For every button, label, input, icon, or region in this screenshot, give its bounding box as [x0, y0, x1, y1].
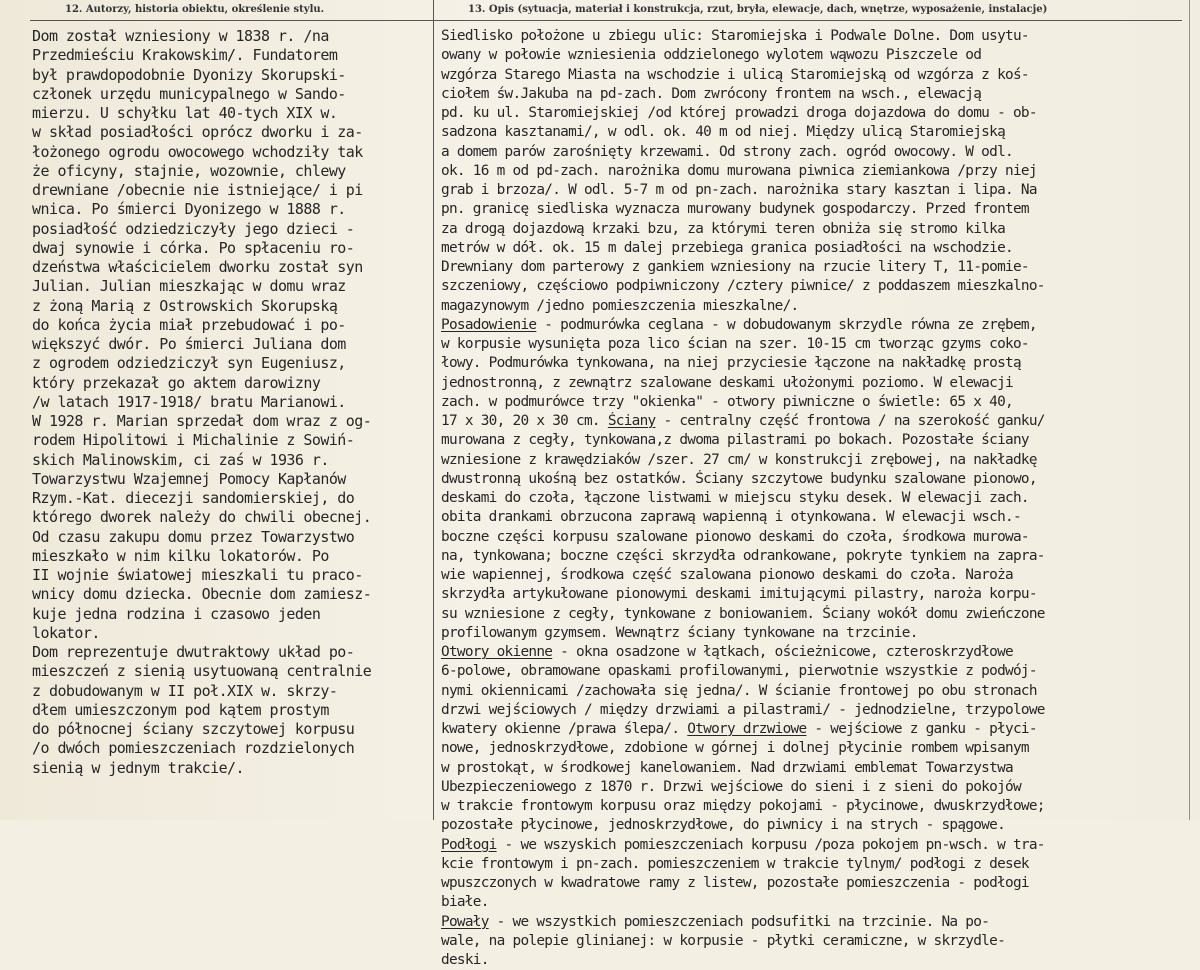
description-text-line	[441, 297, 1197, 316]
description-text-line	[441, 335, 1197, 354]
description-text-line	[441, 528, 1197, 547]
line-text: - centralny część frontowa / na szerokość ganku/	[655, 413, 1045, 429]
line-text: jednostronną, z zewnątrz szalowane deskami ułożonymi poziomo. W elewacji	[441, 374, 1013, 391]
line-text: drzwi wejściowych / między drzwiami a pilastrami/ - jednodzielne, trzypolowe	[441, 701, 1045, 718]
line-text: za drogą dojazdową krzaki bzu, za którymi teren obniża się stromo kilka	[441, 220, 1006, 237]
description-text-line	[441, 104, 1197, 123]
line-text: magazynowym /jedno pomieszczenia mieszkalne/.	[441, 297, 799, 314]
description-text-line	[441, 85, 1197, 104]
line-text: - podmurówka ceglana - w dobudowanym skrzydle równa ze zrębem,	[536, 316, 1037, 333]
section-term: Powały	[441, 913, 489, 930]
line-text: pn. granicę siedliska wyznacza murowany budynek gospodarczy. Przed frontem	[441, 201, 1029, 218]
history-text-line: dłem umieszczonym pod kątem prostym	[32, 700, 329, 719]
line-text: wpuszczonych w kwadratowe ramy z listew, pozostałe pomieszczenia - podłogi	[441, 875, 1029, 891]
line-text: kcie frontowym i pn-zach. pomieszczeniem w trakcie tylnym/ podłogi z desek	[441, 855, 1029, 872]
description-text-line	[441, 316, 1197, 335]
section-term: Otwory okienne	[441, 644, 553, 660]
description-text-line	[441, 451, 1197, 470]
history-text-line: był prawdopodobnie Dyonizy Skorupski-	[32, 65, 346, 84]
line-text: - we wszystkich pomieszczeniach podsufitki na trzcinie. Na po-	[488, 913, 990, 930]
history-text-line: skich Malinowskim, ci zaś w 1936 r.	[32, 450, 329, 469]
line-text: metrów w dół. ok. 15 m dalej przebiega granica posiadłości na wschodzie.	[441, 239, 1013, 256]
history-text-line: drewniane /obecnie nie istniejące/ i pi	[32, 181, 363, 199]
history-text-line: /o dwóch pomieszczeniach rozdzielonych	[32, 739, 355, 758]
history-text-line: Julian. Julian mieszkając w domu wraz	[32, 277, 346, 296]
history-text-line: dwaj synowie i córka. Po spłaceniu ro-	[32, 238, 355, 257]
line-text: boczne części korpusu szalowane pionowo deskami do czoła, środkowa murowa-	[441, 528, 1029, 545]
history-text-line: Od czasu zakupu domu przez Towarzystwo	[32, 527, 355, 546]
description-text-line	[441, 162, 1197, 181]
description-text-line	[441, 855, 1197, 874]
line-text: Ubezpieczeniowego z 1870 r. Drzwi wejściowe do sieni i z sieni do pokojów	[441, 778, 1021, 795]
line-text: w prostokąt, w środkowej kanelowaniem. Nad drzwiami emblemat Towarzystwa	[441, 759, 1013, 776]
line-text: wzniesione z krawędziaków /szer. 27 cm/ w konstrukcji zrębowej, na nakładkę	[441, 451, 1037, 468]
line-text: łowy. Podmurówka tynkowana, na niej przyciesie łączone na nakładkę prostą	[441, 355, 1021, 372]
description-text-line	[441, 932, 1197, 951]
line-text: deski.	[441, 952, 489, 968]
line-text: sadzona kasztanami/, w odl. ok. 40 m od niej. Między ulicą Staromiejską	[441, 124, 1006, 141]
description-text-line	[441, 585, 1197, 604]
line-text: wzgórza Starego Miasta na wschodzie i ulicą Staromiejską od wzgórza z koś-	[441, 66, 1029, 83]
line-text: 17 x 30, 20 x 30 cm.	[441, 413, 608, 429]
history-text-line: /w latach 1917-1918/ bratu Marianowi.	[32, 392, 346, 411]
description-text-line	[441, 431, 1197, 450]
description-text-line	[441, 566, 1197, 585]
description-text-line	[441, 913, 1197, 932]
line-text: obita drankami obrzucona zaprawą wapienną i otynkowana. W elewacji wsch.-	[441, 509, 1021, 526]
description-text-line	[441, 739, 1197, 758]
history-text-line: Przedmieściu Krakowskim/. Fundatorem	[32, 46, 338, 65]
history-text-line: Dom został wzniesiony w 1838 r. /na	[32, 27, 329, 45]
description-text-line	[441, 759, 1197, 778]
line-text: na, tynkowana; boczne części skrzydła odrankowane, pokryte tynkiem na zapra-	[441, 547, 1045, 564]
description-text-line	[441, 605, 1197, 624]
line-text: w korpusie wysunięta poza lico ścian na szer. 10-15 cm tworząc gzyms coko-	[441, 336, 1029, 352]
description-text-line	[441, 816, 1197, 835]
line-text: deskami do czoła, łączone listwami w miejscu styku desek. W elewacji zach.	[441, 490, 1029, 506]
history-text-line: Dom reprezentuje dwutraktowy układ po-	[32, 643, 355, 661]
section-term: Posadowienie	[441, 316, 537, 333]
description-text-line	[441, 258, 1197, 277]
history-text-line: z żoną Marią z Ostrowskich Skorupską	[32, 296, 338, 315]
line-text: w trakcie frontowym korpusu oraz między pokojami - płycinowe, dwuskrzydłowe;	[441, 798, 1045, 814]
description-text-line	[441, 778, 1197, 797]
section-12-heading: 12. Autorzy, historia obiektu, określenie stylu.	[65, 4, 325, 15]
line-text: ciołem św.Jakuba na pd-zach. Dom zwrócony frontem na wsch., elewacją	[441, 85, 982, 102]
history-text-line: w skład posiadłości oprócz dworku i za-	[32, 123, 363, 142]
description-text-line	[441, 27, 1197, 46]
description-text-line	[441, 66, 1197, 85]
description-text-line	[441, 412, 1197, 431]
history-text-line: większyć dwór. Po śmierci Juliana dom	[32, 335, 346, 353]
section-13-heading: 13. Opis (sytuacja, materiał i konstrukcja, rzut, bryła, elewacje, dach, wnętrze, wyposażenie, instalacje)	[468, 4, 1048, 15]
line-text: a domem parów zarośnięty krzewami. Od strony zach. ogród owocowy. W odl.	[441, 143, 1013, 160]
header-rule	[30, 20, 1182, 21]
description-text-line	[441, 277, 1197, 296]
line-text: szczeniowy, częściowo podpiwniczony /cztery piwnice/ z poddaszem mieszkalno-	[441, 278, 1045, 295]
line-text: wale, na polepie glinianej: w korpusie - płytki ceramiczne, w skrzydle-	[441, 932, 1006, 949]
history-text-line: W 1928 r. Marian sprzedał dom wraz z og-	[32, 412, 372, 430]
description-text-line	[441, 874, 1197, 893]
history-text-line: mieszczeń z sienią usytuowaną centralnie	[32, 662, 372, 681]
history-text-line: mieszkało w nim kilku lokatorów. Po	[32, 546, 329, 565]
description-text-line	[441, 951, 1197, 970]
line-text: pozostałe płycinowe, jednoskrzydłowe, do piwnicy i na strych - spągowe.	[441, 817, 1006, 834]
line-text: - wejściowe z ganku - płyci-	[806, 721, 1037, 737]
line-text: owany w połowie wzniesienia oddzielonego wylotem wąwozu Piszczele od	[441, 47, 982, 64]
history-text-line: lokator.	[32, 623, 100, 642]
history-text-line: kuje jedna rodzina i czasowo jeden	[32, 604, 321, 623]
line-text: pd. ku ul. Staromiejskiej /od której prowadzi droga dojazdowa do domu - ob-	[441, 105, 1037, 121]
line-text: Drewniany dom parterowy z gankiem wzniesiony na rzucie litery T, 11-pomie-	[441, 259, 1029, 275]
description-text-line	[441, 200, 1197, 219]
section-term: Ściany	[607, 413, 656, 429]
line-text: su wzniesione z cegły, tynkowane z boniowaniem. Ściany wokół domu zwieńczone	[441, 605, 1045, 622]
history-text-line: rodem Hipolitowi i Michalinie z Sowiń-	[32, 431, 355, 450]
line-text: zach. w podmurówce trzy "okienka" - otwory piwniczne o świetle: 65 x 40,	[441, 393, 1013, 410]
description-text-line	[441, 624, 1197, 643]
history-text-column	[32, 27, 428, 778]
description-text-line	[441, 470, 1197, 489]
description-text-line	[441, 354, 1197, 373]
history-text-line: Towarzystwu Wzajemnej Pomocy Kapłanów	[32, 469, 346, 488]
line-text: ok. 16 m od pd-zach. narożnika domu murowana piwnica ziemiankowa /przy niej	[441, 162, 1037, 179]
history-text-line: sienią w jednym trakcie/.	[32, 758, 245, 777]
line-text: nymi okiennicami /zachowała się jedna/. W ścianie frontowej po obu stronach	[441, 682, 1037, 699]
history-text-line: że oficyny, stajnie, wozownie, chlewy	[32, 161, 346, 180]
description-text-line	[441, 181, 1197, 200]
description-text-line	[441, 46, 1197, 65]
description-text-line	[441, 547, 1197, 566]
line-text: Siedlisko położone u zbiegu ulic: Staromiejska i Podwale Dolne. Dom usytu-	[441, 28, 1029, 44]
description-text-line	[441, 374, 1197, 393]
column-divider	[433, 0, 434, 820]
history-text-line: do północnej ściany szczytowej korpusu	[32, 720, 355, 738]
history-text-line: wnica. Po śmierci Dyonizego w 1888 r.	[32, 200, 346, 219]
description-text-line	[441, 508, 1197, 527]
line-text: - okna osadzone w łątkach, ościeżnicowe, czteroskrzydłowe	[552, 644, 1013, 660]
history-text-line: wnicy domu dziecka. Obecnie dom zamiesz-	[32, 585, 372, 604]
description-text-line	[441, 643, 1197, 662]
description-text-line	[441, 143, 1197, 162]
description-text-line	[441, 720, 1197, 739]
line-text: skrzydła artykułowane pionowymi deskami imitującymi pilastry, naroża korpu-	[441, 586, 1037, 603]
history-text-line: z dobudowanym w II poł.XIX w. skrzy-	[32, 681, 338, 700]
line-text: grab i brzoza/. W odl. 5-7 m od pn-zach. narożnika stary kasztan i lipa. Na	[441, 182, 1037, 198]
description-text-line	[441, 797, 1197, 816]
description-text-line	[441, 489, 1197, 508]
line-text: białe.	[441, 894, 497, 911]
line-text: dwustronną ukośną bez ostatków. Ściany szczytowe budynku szalowane pionowo,	[441, 470, 1037, 487]
history-text-line: który przekazał go aktem darowizny	[32, 373, 321, 392]
description-text-line	[441, 220, 1197, 239]
line-text: murowana z cegły, tynkowana,z dwoma pilastrami po bokach. Pozostałe ściany	[441, 432, 1029, 449]
description-text-column	[441, 27, 1197, 970]
history-text-line: posiadłość odziedziczyły jego dzieci -	[32, 219, 355, 238]
description-text-line	[441, 239, 1197, 258]
history-text-line: członek urzędu municypalnego w Sando-	[32, 84, 346, 103]
line-text: kwatery okienne /prawa ślepa/.	[441, 721, 688, 737]
history-text-line: z ogrodem odziedziczył syn Eugeniusz,	[32, 354, 346, 373]
description-text-line	[441, 893, 1197, 912]
history-text-line: do końca życia miał przebudować i po-	[32, 315, 346, 334]
line-text: 6-polowe, obramowane opaskami profilowanymi, pierwotnie wszystkie z podwój-	[441, 663, 1037, 680]
history-text-line: dzeństwa właścicielem dworku został syn	[32, 258, 363, 276]
history-text-line: łożonego ogrodu owocowego wchodziły tak	[32, 142, 363, 161]
section-term: Podłogi	[441, 836, 497, 853]
description-text-line	[441, 836, 1197, 855]
description-text-line	[441, 662, 1197, 681]
description-text-line	[441, 393, 1197, 412]
line-text: - we wszyskich pomieszczeniach korpusu /poza pokojem pn-wsch. w tra-	[496, 836, 1045, 853]
line-text: wie wapiennej, środkowa część szalowana pionowo deskami do czoła. Naroża	[441, 567, 1013, 583]
history-text-line: mierzu. U schyłku lat 40-tych XIX w.	[32, 104, 338, 122]
description-text-line	[441, 123, 1197, 142]
line-text: nowe, jednoskrzydłowe, zdobione w górnej i dolnej płycinie rombem wpisanym	[441, 740, 1029, 757]
history-text-line: którego dworek należy do chwili obecnej.	[32, 508, 372, 527]
description-text-line	[441, 701, 1197, 720]
section-term: Otwory drzwiowe	[687, 721, 807, 737]
line-text: profilowanym gzymsem. Wewnątrz ściany tynkowane na trzcinie.	[441, 624, 918, 641]
history-text-line: II wojnie światowej mieszkali tu praco-	[32, 566, 363, 584]
description-text-line	[441, 682, 1197, 701]
history-text-line: Rzym.-Kat. diecezji sandomierskiej, do	[32, 489, 355, 507]
